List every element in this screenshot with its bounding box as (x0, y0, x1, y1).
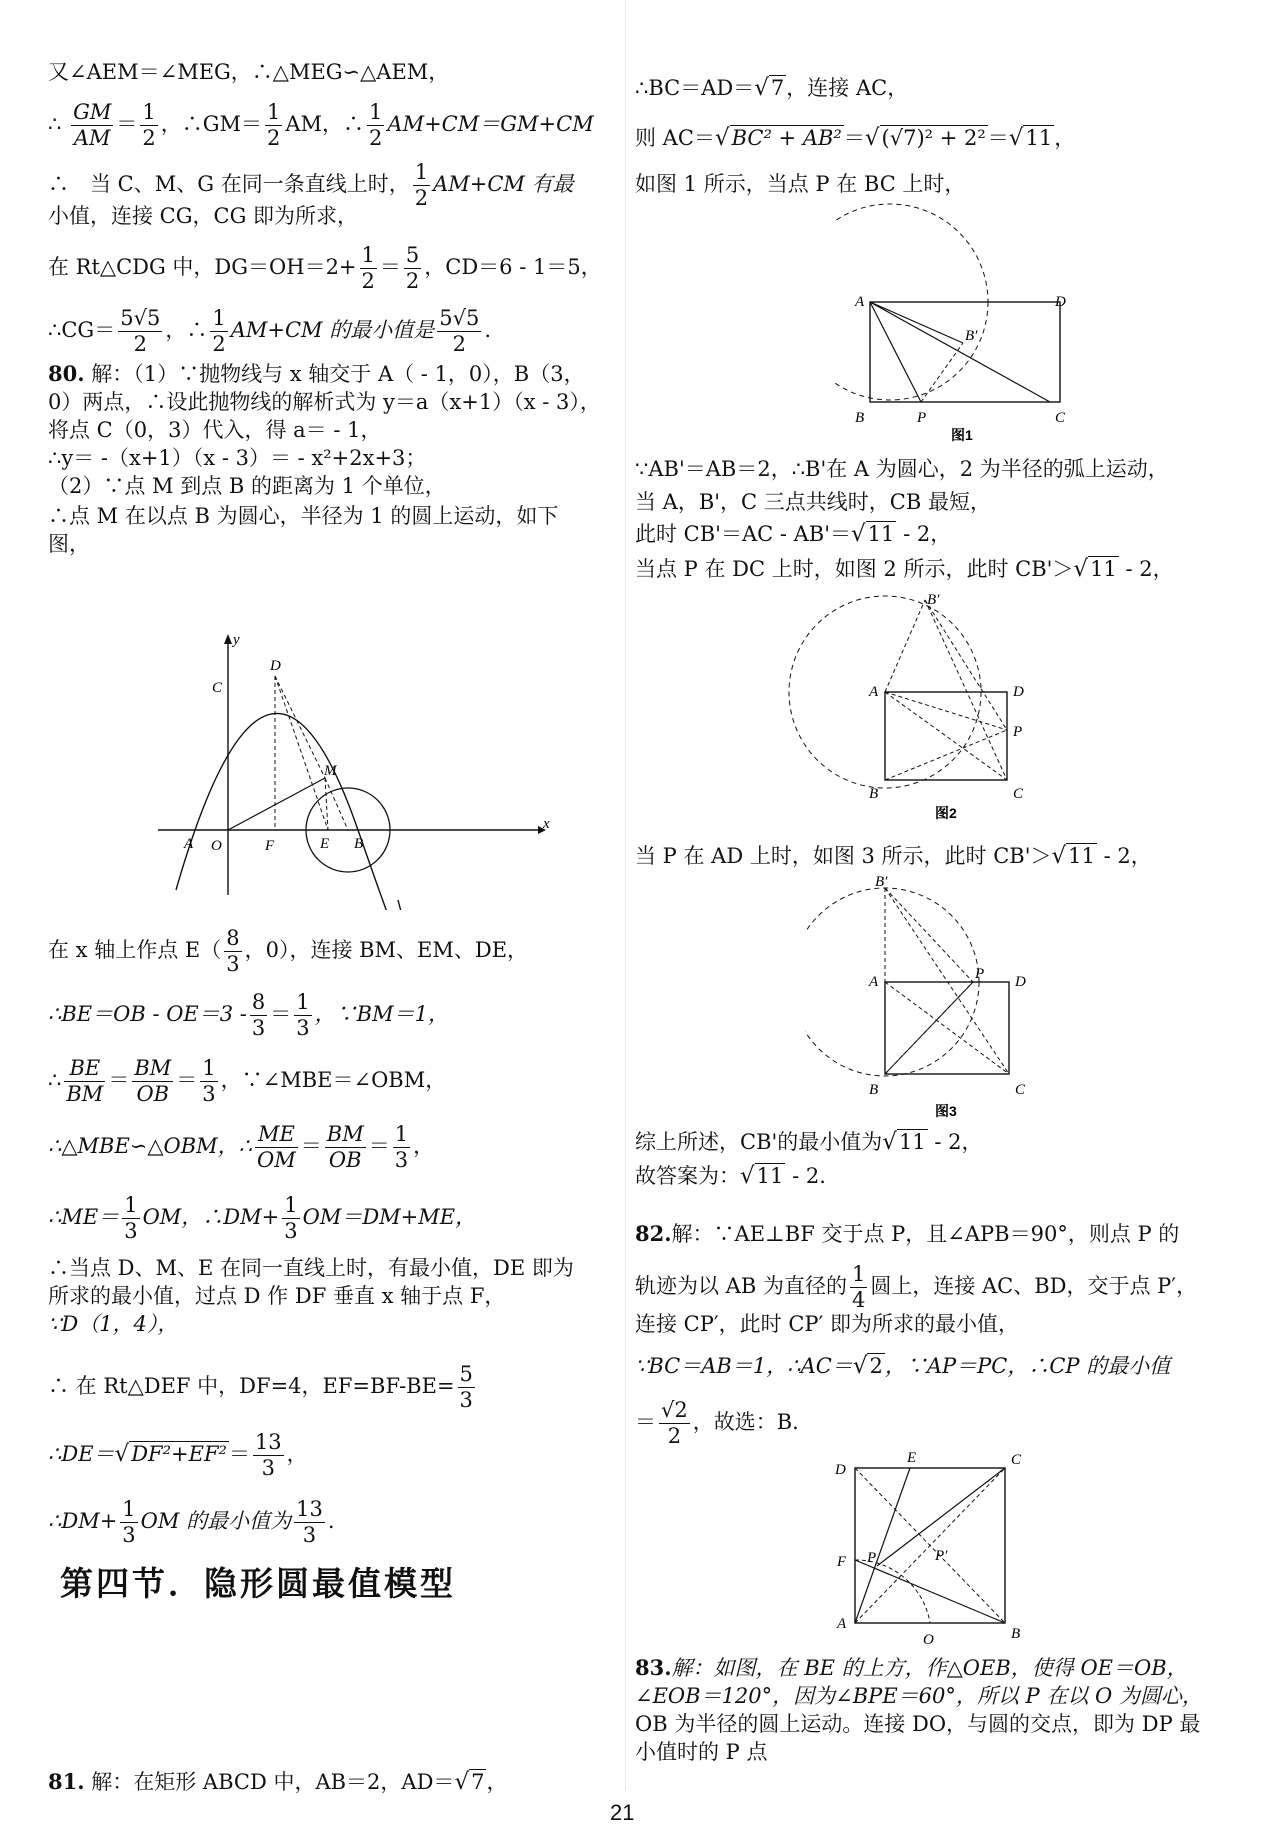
label-p: P (975, 966, 985, 982)
label-o: O (211, 838, 222, 854)
page-number: 21 (610, 1800, 635, 1825)
text-line: 82.解：∵AE⊥BF 交于点 P，且∠APB＝90°，则点 P 的 (635, 1221, 1180, 1246)
label-b-prime: B′ (927, 592, 940, 608)
fraction: $\frac{1}{2}$ (267, 100, 281, 150)
label-d: D (1055, 294, 1066, 310)
label-m: M (324, 763, 337, 779)
text-line: 故答案为：√11 - 2. (635, 1163, 826, 1189)
segment-ae (855, 1468, 910, 1623)
figure-1 (835, 200, 1075, 450)
label-y: y (233, 632, 240, 648)
fraction: $\frac{13}{3}$ (254, 1430, 282, 1480)
fraction: $\frac{1}{4}$ (851, 1262, 866, 1312)
fraction: $\frac{5√5}{2}$ (439, 306, 480, 356)
y-axis-arrow (224, 634, 232, 644)
fraction: $\frac{1}{2}$ (142, 100, 156, 150)
label-f: F (265, 838, 275, 854)
segment-b-prime-p (885, 888, 973, 982)
figure-82 (815, 1448, 1055, 1648)
figure-2 (785, 590, 1085, 825)
text-line: 又∠AEM＝∠MEG，∴△MEG∽△AEM， (48, 60, 450, 84)
text-line: （2）∵点 M 到点 B 的距离为 1 个单位， (48, 474, 446, 498)
label-c: C (212, 680, 223, 696)
text-line: 在 x 轴上作点 E（ $\frac{8}{3}$ ，0），连接 BM、EM、DE， (48, 926, 529, 976)
fraction: $\frac{1}{2}$ (361, 243, 375, 293)
section-title: 第四节．隐形圆最值模型 (60, 1564, 456, 1603)
text-line: 综上所述，CB'的最小值为√11 - 2， (635, 1129, 983, 1155)
label-d: D (835, 1462, 846, 1478)
fraction: $\frac{√2}{2}$ (661, 1398, 688, 1448)
parabola-curve (176, 713, 416, 910)
label-o: O (923, 1632, 934, 1648)
label-c: C (1055, 410, 1066, 426)
text-line: 则 AC＝√BC² + AB²＝√(√7)² + 2²＝√11， (635, 125, 1076, 151)
text-line: 83.解：如图，在 BE 的上方，作△OEB，使得 OE＝OB， (635, 1655, 1188, 1680)
text-line: ∠EOB＝120°，因为∠BPE＝60°，所以 P 在以 O 为圆心， (635, 1684, 1203, 1708)
rectangle-abcd (870, 302, 1060, 402)
segment-bp-solid (885, 982, 973, 1074)
fraction: $\frac{1}{3}$ (296, 990, 310, 1040)
segment-ap (885, 692, 1007, 730)
text-line: 连接 CP′，此时 CP′ 即为所求的最小值， (635, 1312, 1019, 1336)
text-line: ∴△MBE∽△OBM，∴ $\frac{ME}{OM}$ ＝ $\frac{BM}{OB}$ ＝ $\frac{1}{3}$ ， (48, 1122, 435, 1172)
text-line: 0）两点，∴设此抛物线的解析式为 y＝a（x+1）（x - 3）， (48, 390, 601, 414)
fraction: $\frac{1}{3}$ (394, 1122, 409, 1172)
label-b-prime: B′ (875, 874, 888, 890)
text-line: ∴DM+ $\frac{1}{3}$ OM 的最小值为 $\frac{13}{3}$ . (48, 1497, 335, 1547)
label-c: C (1015, 1082, 1026, 1098)
text-line: 当点 P 在 DC 上时，如图 2 所示，此时 CB'＞√11 - 2， (635, 556, 1174, 582)
right-column (635, 0, 1235, 1848)
segment-om (228, 778, 325, 830)
text-line: 当 A，B'，C 三点共线时，CB 最短， (635, 490, 991, 514)
text-line: OB 为半径的圆上运动。连接 DO，与圆的交点，即为 DP 最 (635, 1712, 1201, 1736)
text-line: 80. 解：（1）∵抛物线与 x 轴交于 A（ - 1，0），B（3， (48, 361, 585, 386)
fraction: $\frac{5}{3}$ (459, 1362, 473, 1412)
label-a: A (184, 836, 194, 852)
text-line: ∵BC＝AB＝1，∴AC＝√2，∵AP＝PC，∴CP 的最小值 (635, 1353, 1171, 1379)
segment-bp (885, 730, 1007, 780)
text-line: 小值时的 P 点 (635, 1740, 768, 1764)
diagonal-ac (885, 982, 1009, 1074)
text-line: ∴ $\frac{GM}{AM}$ ＝ $\frac{1}{2}$ ，∴GM＝ $\frac{1}{2}$ AM，∴ $\frac{1}{2}$ AM+CM＝GM+CM (48, 100, 594, 150)
text-line: 当 P 在 AD 上时，如图 3 所示，此时 CB'＞√11 - 2， (635, 843, 1152, 869)
label-d: D (270, 658, 281, 674)
label-b: B (869, 1082, 879, 1098)
diagonal-ac (885, 692, 1007, 780)
segment-b-prime-c (925, 600, 1007, 780)
text-line: ∴DE＝√DF²+EF²＝ $\frac{13}{3}$ ， (48, 1430, 308, 1480)
label-b: B (869, 786, 879, 802)
text-line: 图， (48, 532, 90, 556)
fraction: $\frac{1}{2}$ (212, 306, 226, 356)
fraction: $\frac{8}{3}$ (251, 990, 266, 1040)
fraction: $\frac{13}{3}$ (296, 1497, 323, 1547)
caption-fig1: 图1 (951, 427, 973, 443)
fraction: $\frac{1}{3}$ (124, 1193, 138, 1243)
fraction: $\frac{ME}{OM}$ (257, 1122, 296, 1172)
label-p: P (1013, 724, 1023, 740)
fraction: $\frac{1}{3}$ (284, 1193, 298, 1243)
label-x: x (543, 816, 550, 832)
text-line: ＝ $\frac{√2}{2}$ ，故选：B. (635, 1398, 799, 1448)
fraction: $\frac{1}{2}$ (369, 100, 383, 150)
segment-mb (325, 778, 348, 830)
label-a: A (869, 974, 879, 990)
label-d: D (1013, 684, 1024, 700)
text-line: ∴ 当 C、M、G 在同一条直线上时， $\frac{1}{2}$ AM+CM 有最 (48, 160, 574, 210)
label-b: B (354, 836, 364, 852)
text-line: 如图 1 所示，当点 P 在 BC 上时， (635, 172, 966, 196)
label-p: P (867, 1550, 877, 1566)
fraction: $\frac{5√5}{2}$ (120, 306, 161, 356)
label-a: A (869, 684, 879, 700)
fraction: $\frac{BM}{OB}$ (326, 1122, 364, 1172)
column-divider (625, 0, 626, 1790)
fraction: $\frac{5}{2}$ (405, 243, 420, 293)
text-line: 将点 C（0，3）代入，得 a＝ - 1， (48, 418, 382, 442)
text-line: ∴BC＝AD＝√7，连接 AC， (635, 75, 909, 101)
fraction: $\frac{GM}{AM}$ (73, 100, 112, 150)
label-f: F (837, 1554, 847, 1570)
text-line: ∴当点 D、M、E 在同一直线上时，有最小值，DE 即为 (48, 1256, 574, 1280)
text-line: 小值，连接 CG，CG 即为所求， (48, 204, 359, 228)
segment-ab-prime (885, 600, 925, 692)
text-line: ∴ 在 Rt△DEF 中，DF=4，EF=BF-BE= $\frac{5}{3}$ (48, 1362, 473, 1412)
text-line: 在 Rt△CDG 中，DG＝OH＝2+ $\frac{1}{2}$ ＝ $\frac{5}{2}$ ，CD＝6 - 1＝5， (48, 243, 602, 293)
label-b: B (1011, 1626, 1021, 1642)
segment-pb-prime (921, 343, 963, 402)
text-line: 所求的最小值，过点 D 作 DF 垂直 x 轴于点 F， (48, 1284, 506, 1308)
segment-dm (275, 676, 325, 778)
text-line: 轨迹为以 AB 为直径的 $\frac{1}{4}$ 圆上，连接 AC、BD，交于点 P′， (635, 1262, 1198, 1312)
caption-fig3: 图3 (935, 1103, 957, 1119)
segment-ap (870, 302, 921, 402)
label-d: D (1015, 974, 1026, 990)
label-p: P (917, 410, 927, 426)
label-c: C (1011, 1452, 1022, 1468)
text-line: ∴y＝ -（x+1）（x - 3）＝ - x²+2x+3； (48, 446, 427, 470)
parabola-circle-figure (148, 630, 558, 910)
fraction: $\frac{BE}{BM}$ (66, 1056, 104, 1106)
label-e: E (320, 836, 330, 852)
text-line: ∴ $\frac{BE}{BM}$ ＝ $\frac{BM}{OB}$ ＝ $\frac{1}{3}$ ，∵∠MBE＝∠OBM， (48, 1056, 447, 1106)
text-line: 此时 CB'＝AC - AB'＝√11 - 2， (635, 521, 952, 547)
diagonal-ac (870, 302, 1050, 402)
label-e: E (907, 1450, 917, 1466)
text-line: 81. 解：在矩形 ABCD 中，AB＝2，AD＝√7， (48, 1769, 508, 1795)
label-b: B (855, 410, 865, 426)
label-a: A (855, 294, 865, 310)
fraction: $\frac{BM}{OB}$ (134, 1056, 172, 1106)
caption-fig2: 图2 (935, 805, 957, 821)
fraction: $\frac{1}{3}$ (202, 1056, 216, 1106)
text-line: ∴BE＝OB - OE＝3 - $\frac{8}{3}$ ＝ $\frac{1}{3}$ ，∵BM＝1， (48, 990, 449, 1040)
label-a: A (837, 1616, 847, 1632)
figure-3 (805, 872, 1065, 1122)
label-b-prime: B′ (965, 328, 978, 344)
fraction: $\frac{1}{3}$ (122, 1497, 136, 1547)
segment-b-prime-c (885, 888, 1009, 1074)
text-line: ∵AB'＝AB＝2，∴B'在 A 为圆心，2 为半径的弧上运动， (635, 457, 1169, 481)
text-line: ∴点 M 在以点 B 为圆心，半径为 1 的圆上运动，如下 (48, 504, 559, 528)
label-p-prime: P′ (935, 1548, 948, 1564)
segment-b-prime-p (925, 600, 1007, 730)
segment-de (275, 676, 328, 830)
label-c: C (1013, 786, 1024, 802)
segment-bf (855, 1560, 1005, 1623)
text-line: ∵D（1，4）， (48, 1312, 179, 1336)
text-line: ∴ME＝ $\frac{1}{3}$ OM，∴DM+ $\frac{1}{3}$ OM＝DM+ME， (48, 1193, 477, 1243)
text-line: ∴CG＝ $\frac{5√5}{2}$ ，∴ $\frac{1}{2}$ AM+CM 的最小值是 $\frac{5√5}{2}$ . (48, 306, 492, 356)
segment-ab-prime (870, 302, 963, 343)
fraction: $\frac{1}{2}$ (414, 160, 429, 210)
fraction: $\frac{8}{3}$ (226, 926, 240, 976)
